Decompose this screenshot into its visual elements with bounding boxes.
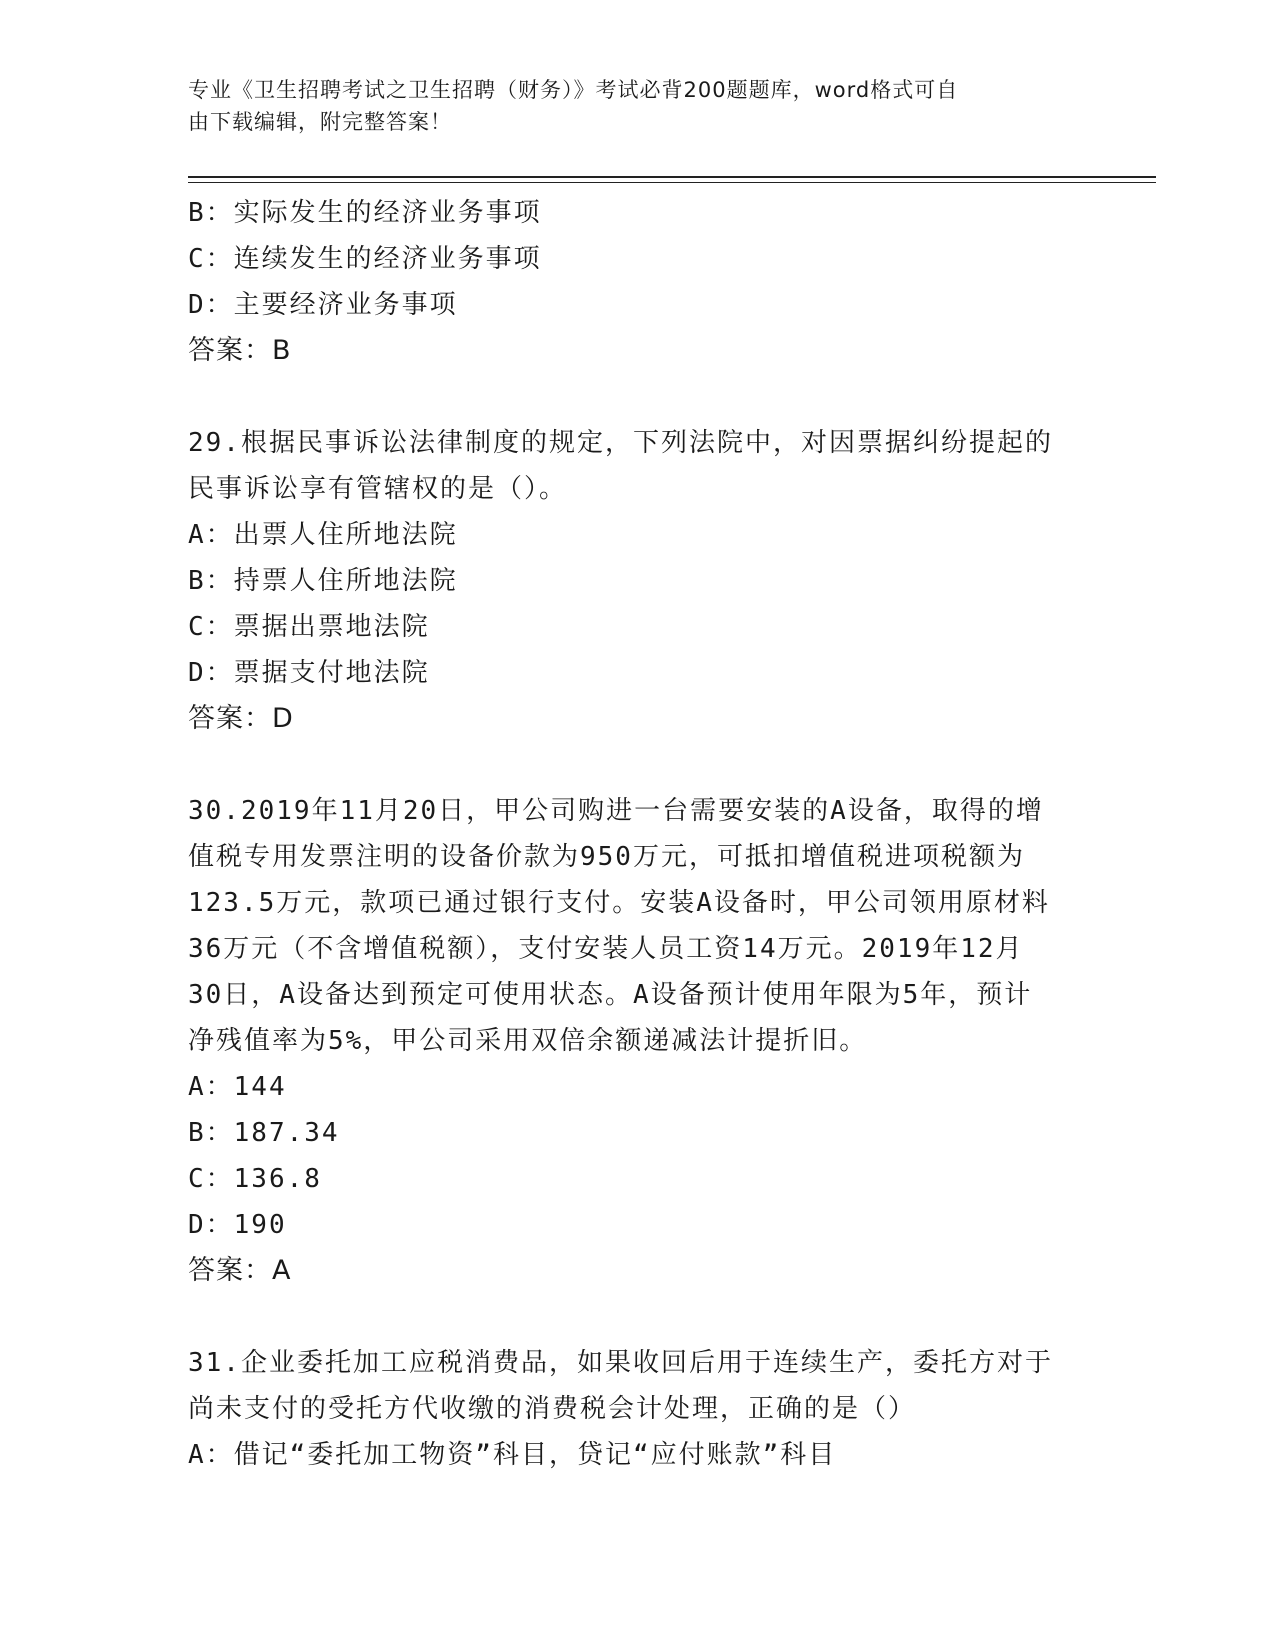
option-b: B：187.34 (188, 1118, 340, 1148)
question-text: 值税专用发票注明的设备价款为950万元，可抵扣增值税进项税额为 (188, 842, 1025, 872)
option-d: D：190 (188, 1210, 287, 1240)
option-a: A：借记“委托加工物资”科目，贷记“应付账款”科目 (188, 1440, 837, 1470)
header-line-2: 由下载编辑，附完整答案！ (188, 110, 452, 134)
option-b: B：实际发生的经济业务事项 (188, 198, 542, 228)
question-text: 29.根据民事诉讼法律制度的规定，下列法院中，对因票据纠纷提起的 (188, 428, 1053, 458)
option-c: C：票据出票地法院 (188, 612, 430, 642)
question-31 (188, 1340, 1108, 1478)
question-text: 31.企业委托加工应税消费品，如果收回后用于连续生产，委托方对于 (188, 1348, 1053, 1378)
answer-line: 答案：D (188, 703, 294, 734)
option-c: C：136.8 (188, 1164, 322, 1194)
answer-line: 答案：B (188, 335, 292, 366)
question-text: 30.2019年11月20日，甲公司购进一台需要安装的A设备，取得的增 (188, 796, 1044, 826)
answer-line: 答案：A (188, 1255, 292, 1286)
question-30 (188, 788, 1108, 1294)
option-d: D：主要经济业务事项 (188, 290, 458, 320)
header-rule-thick (188, 176, 1156, 178)
option-a: A：出票人住所地法院 (188, 520, 458, 550)
document-header (188, 74, 1088, 138)
question-text: 净残值率为5%，甲公司采用双倍余额递减法计提折旧。 (188, 1026, 868, 1056)
question-text: 尚未支付的受托方代收缴的消费税会计处理，正确的是（） (188, 1394, 917, 1424)
option-c: C：连续发生的经济业务事项 (188, 244, 542, 274)
question-text: 民事诉讼享有管辖权的是（）。 (188, 474, 568, 504)
question-28-tail (188, 190, 1108, 374)
document-body (188, 190, 1108, 1478)
question-text: 36万元（不含增值税额），支付安装人员工资14万元。2019年12月 (188, 934, 1024, 964)
header-line-1: 专业《卫生招聘考试之卫生招聘（财务）》考试必背200题题库，word格式可自 (188, 78, 959, 102)
option-a: A：144 (188, 1072, 287, 1102)
option-b: B：持票人住所地法院 (188, 566, 458, 596)
question-29 (188, 420, 1108, 742)
header-rule-thin (188, 182, 1156, 183)
question-text: 123.5万元，款项已通过银行支付。安装A设备时，甲公司领用原材料 (188, 888, 1050, 918)
option-d: D：票据支付地法院 (188, 658, 430, 688)
question-text: 30日，A设备达到预定可使用状态。A设备预计使用年限为5年，预计 (188, 980, 1033, 1010)
